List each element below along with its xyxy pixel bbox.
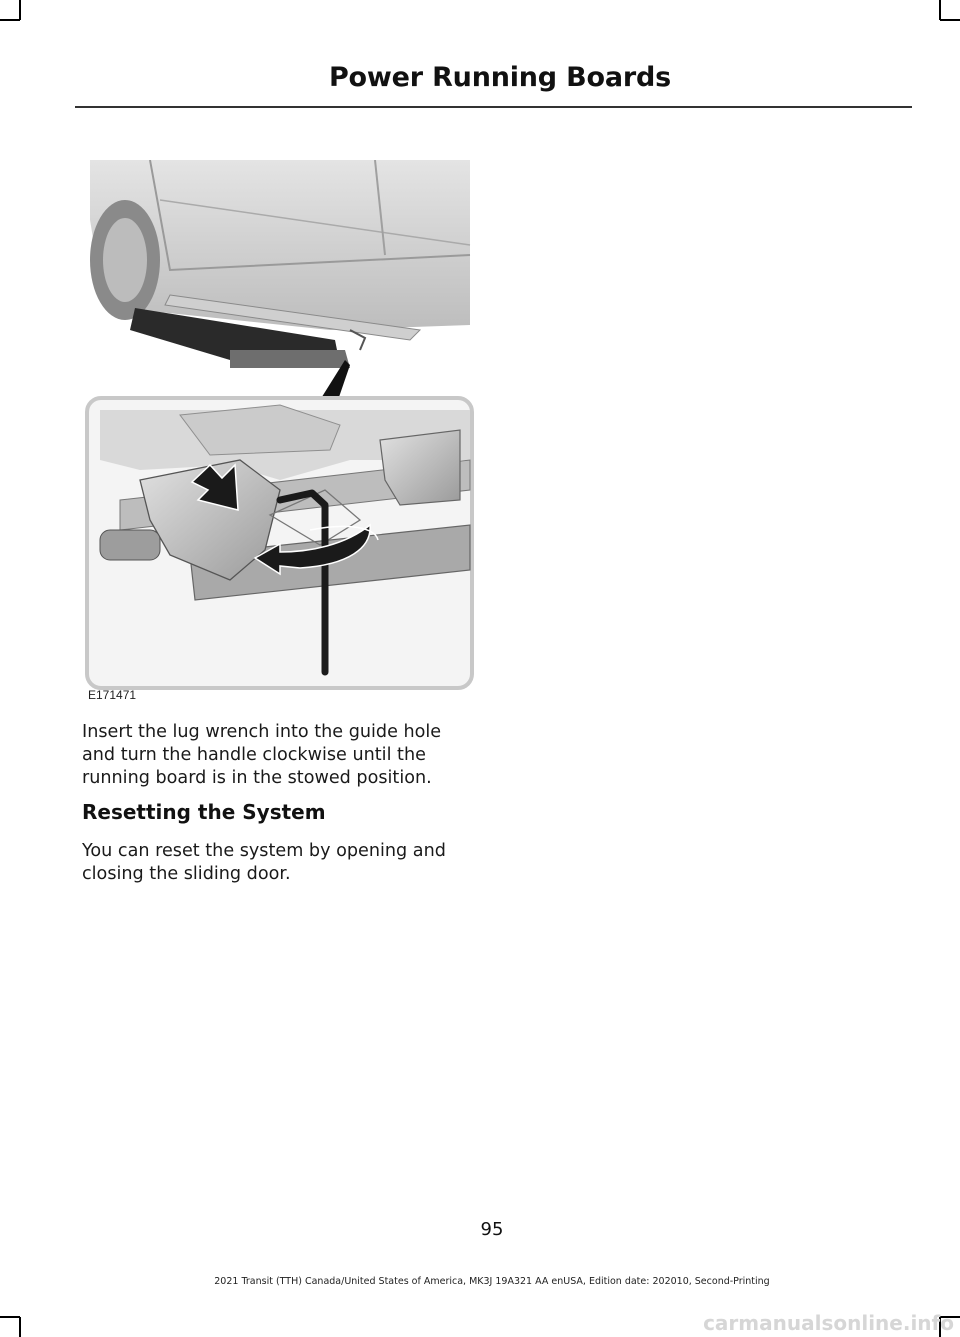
page-title: Power Running Boards (328, 62, 671, 93)
paragraph-line: Insert the lug wrench into the guide hole (82, 722, 442, 742)
running-board-illustration (80, 160, 475, 700)
figure-code: E171471 (88, 688, 137, 702)
detail-panel (87, 398, 472, 688)
crop-mark-top-right-v (939, 0, 941, 20)
paragraph-line: You can reset the system by opening and (82, 841, 446, 861)
paragraph-line: running board is in the stowed position. (82, 768, 432, 788)
page-number: 95 (480, 1219, 504, 1240)
crop-mark-bottom-left-h (0, 1316, 20, 1318)
paragraph-line: closing the sliding door. (82, 864, 291, 884)
title-rule (75, 106, 912, 108)
crop-mark-bottom-left-v (19, 1317, 21, 1337)
watermark: carmanualsonline.info (703, 1311, 954, 1335)
section-heading: Resetting the System (82, 800, 326, 824)
van-side-illustration (90, 160, 470, 368)
footer-edition-text: 2021 Transit (TTH) Canada/United States of America, MK3J 19A321 AA enUSA, Edition date: 202010, Second-Printing (214, 1276, 770, 1287)
crop-mark-top-left-v (19, 0, 21, 20)
crop-mark-top-right-h (940, 19, 960, 21)
paragraph-line: and turn the handle clockwise until the (82, 745, 426, 765)
crop-mark-top-left-h (0, 19, 20, 21)
